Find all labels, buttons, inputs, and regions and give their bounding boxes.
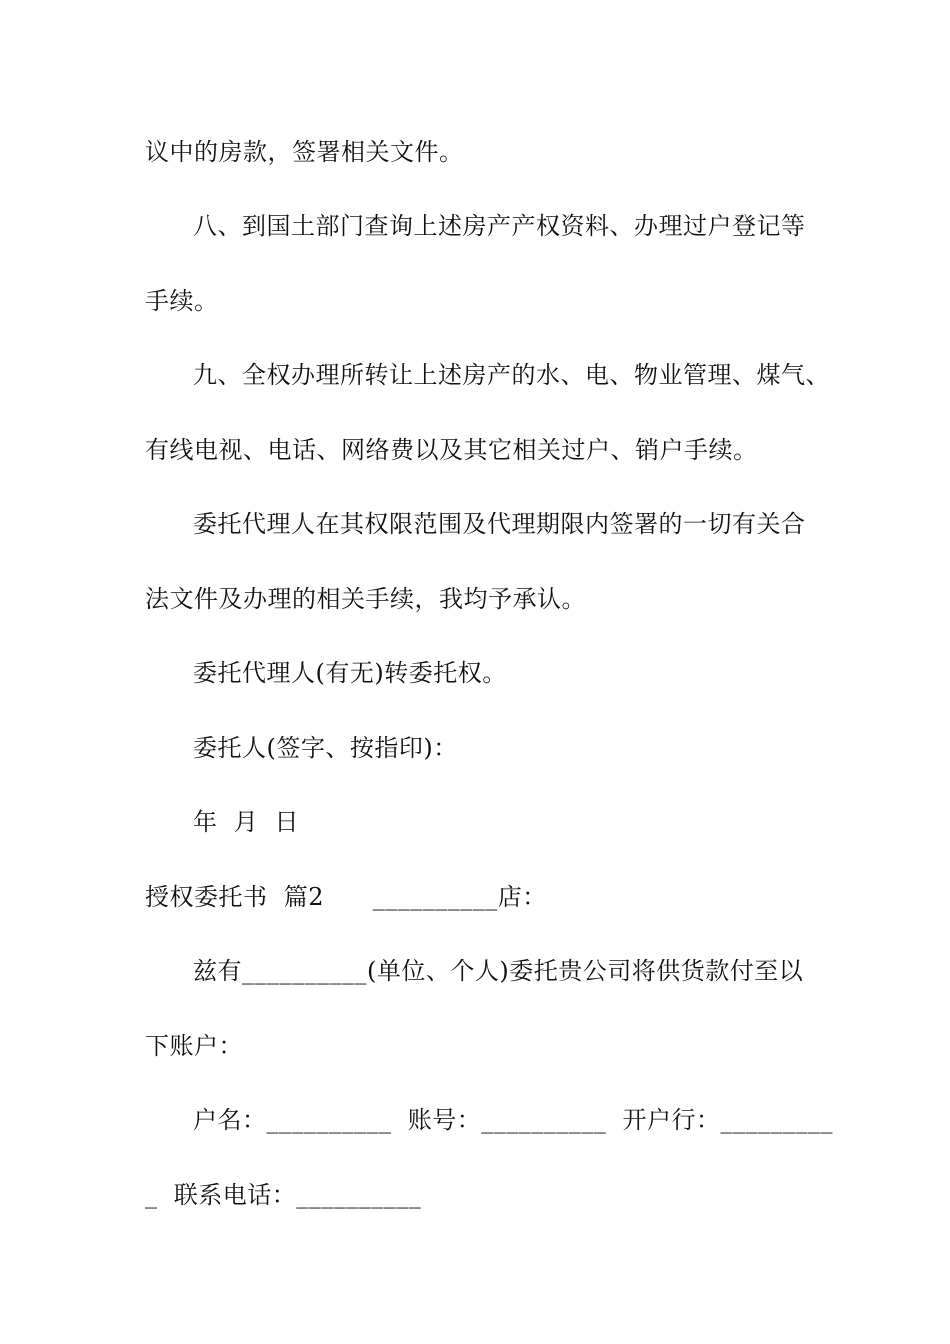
- paragraph-line: 下账户：: [145, 1032, 243, 1060]
- paragraph-line: 手续。: [145, 287, 219, 315]
- paragraph-line: 有线电视、电话、网络费以及其它相关过户、销户手续。: [145, 436, 758, 464]
- account-fields-line: 户名：__________ 账号：__________ 开户行：_________: [193, 1106, 834, 1134]
- section-title-line: 授权委托书 篇2 __________店：: [145, 883, 547, 911]
- paragraph-line: 委托代理人(有无)转委托权。: [193, 659, 507, 687]
- paragraph-line: 委托代理人在其权限范围及代理期限内签署的一切有关合: [193, 510, 806, 538]
- paragraph-line: 兹有__________(单位、个人)委托贵公司将供货款付至以: [193, 957, 804, 985]
- signature-line: 委托人(签字、按指印)：: [193, 734, 458, 762]
- paragraph-line: 九、全权办理所转让上述房产的水、电、物业管理、煤气、: [193, 361, 830, 389]
- paragraph-line: 八、到国土部门查询上述房产产权资料、办理过户登记等: [193, 212, 806, 240]
- date-line: 年 月 日: [193, 808, 300, 836]
- contact-phone-line: _ 联系电话：__________: [145, 1181, 422, 1209]
- paragraph-line: 议中的房款，签署相关文件。: [145, 138, 464, 166]
- paragraph-line: 法文件及办理的相关手续，我均予承认。: [145, 585, 586, 613]
